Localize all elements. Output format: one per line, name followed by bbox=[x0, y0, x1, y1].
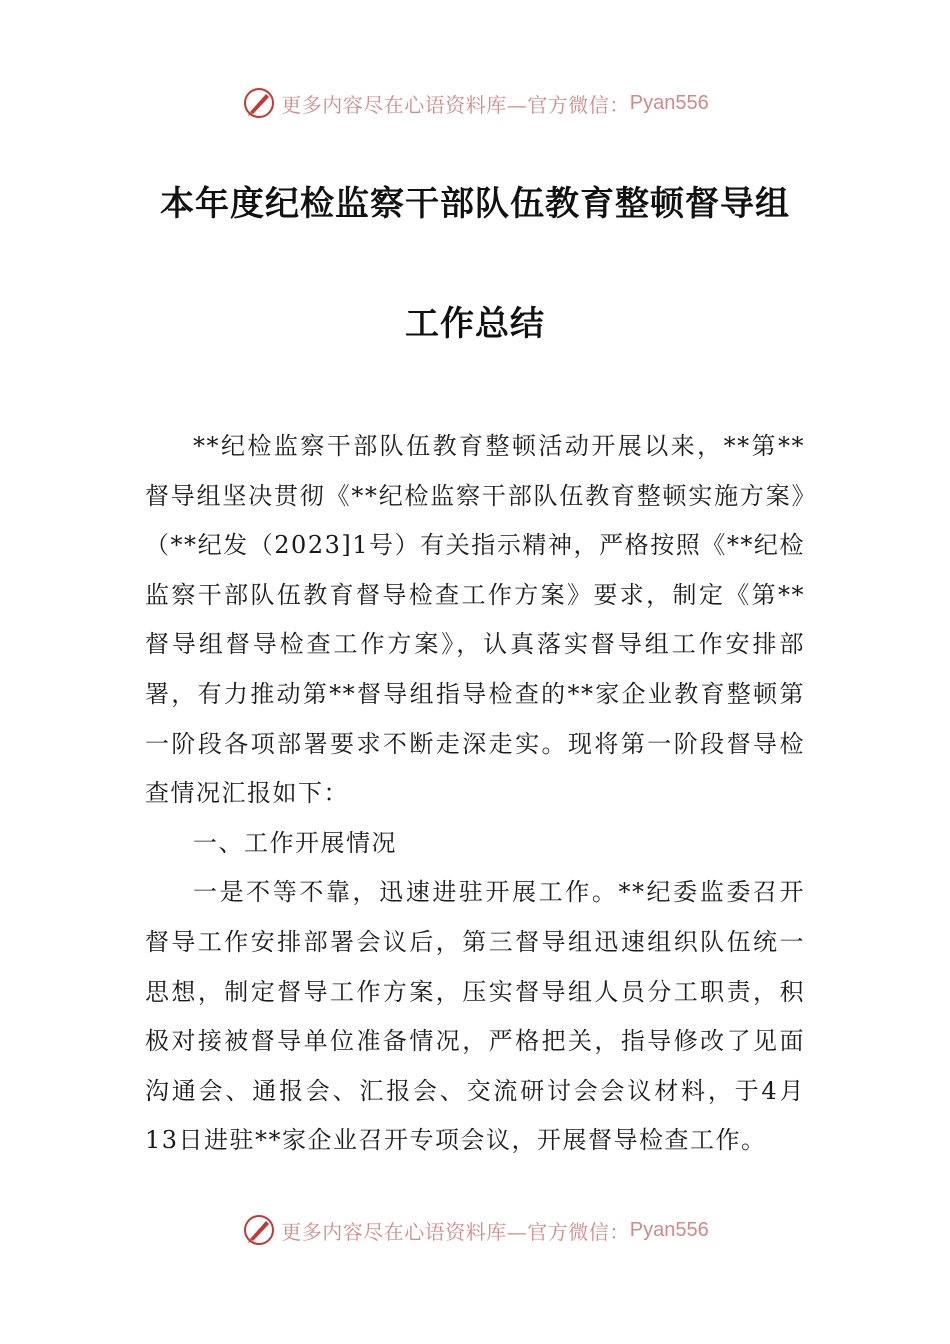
document-title-line-1: 本年度纪检监察干部队伍教育整顿督导组 bbox=[160, 184, 790, 224]
pen-logo-icon bbox=[241, 85, 277, 121]
banner-wechat-id: Pyan556 bbox=[629, 91, 709, 114]
banner-text: 更多内容尽在心语资料库—官方微信： bbox=[281, 92, 630, 117]
banner-text: 更多内容尽在心语资料库—官方微信： bbox=[281, 1219, 630, 1244]
footer-watermark-banner bbox=[0, 1210, 950, 1250]
section-paragraph: 一是不等不靠，迅速进驻开展工作。**纪委监委召开督导工作安排部署会议后，第三督导组迅速组织队伍统一思想，制定督导工作方案，压实督导组人员分工职责，积极对接被督导单位准备情况，严格把关，指导修改了见面沟通会、通报会、汇报会、交流研讨会会议材料，于4月13日进驻**家企业召开专项会议，开展督导检查工作。 bbox=[145, 878, 805, 1155]
pen-logo-icon bbox=[241, 1212, 277, 1248]
banner-wechat-id: Pyan556 bbox=[629, 1218, 709, 1241]
document-title-line-2: 工作总结 bbox=[405, 304, 545, 344]
header-watermark-banner bbox=[0, 83, 950, 123]
intro-paragraph: **纪检监察干部队伍教育整顿活动开展以来，**第**督导组坚决贯彻《**纪检监察干部队伍教育整顿实施方案》（**纪发（2023]1号）有关指示精神，严格按照《**纪检监察干部队伍教育督导检查工作方案》要求，制定《第**督导组督导检查工作方案》，认真落实督导组工作安排部署，有力推动第**督导组指导检查的**家企业教育整顿第一阶段各项部署要求不断走深走实。现将第一阶段督导检查情况汇报如下： bbox=[145, 432, 805, 808]
section-heading: 一、工作开展情况 bbox=[193, 828, 397, 857]
document-body bbox=[145, 422, 805, 1166]
